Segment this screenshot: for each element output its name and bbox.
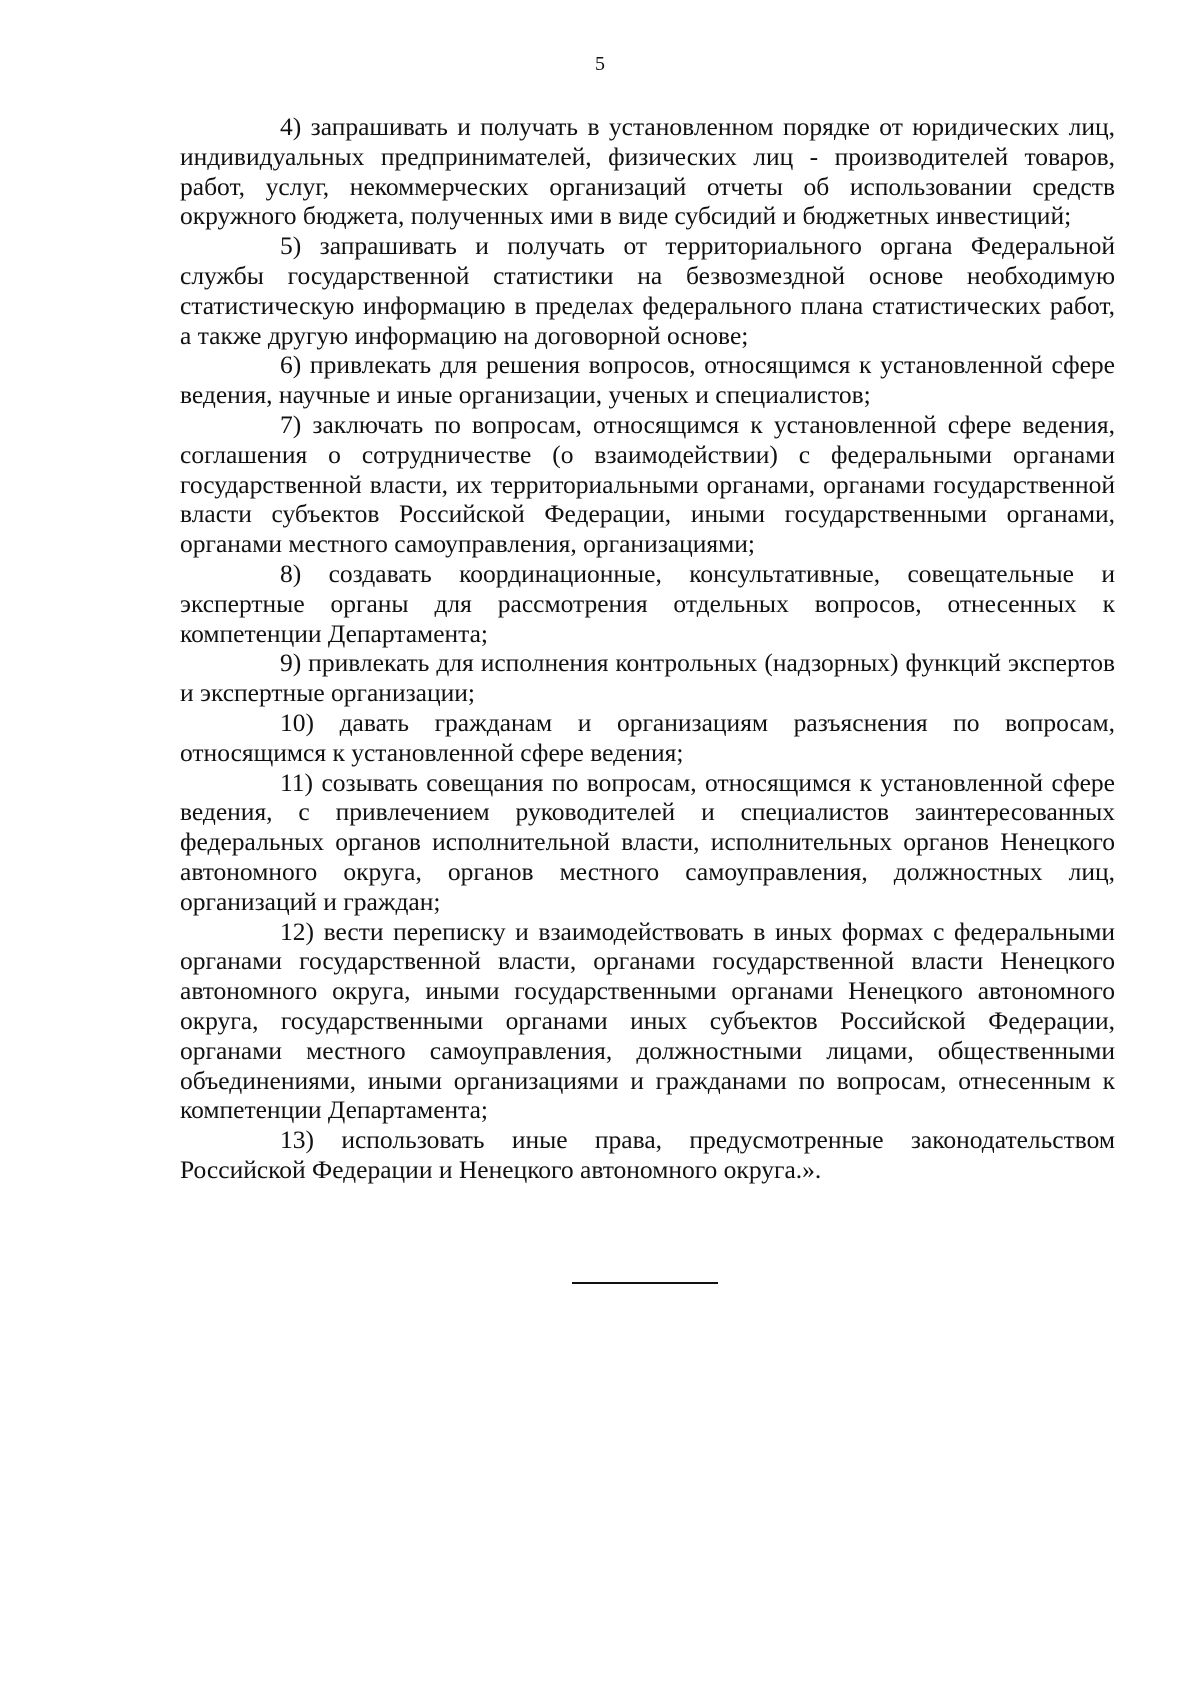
paragraph-item-13: 13) использовать иные права, предусмотренные законодательством Российской Федерации и Ненецкого автономного округа.». <box>180 1125 1115 1184</box>
paragraph-item-7: 7) заключать по вопросам, относящимся к установленной сфере ведения, соглашения о сотрудничестве (о взаимодействии) с федеральными органами государственной власти, их территориальными органами, органами государственной власти субъектов Российской Федерации, иными государственными органами, органами местного самоуправления, организациями; <box>180 409 1115 559</box>
paragraph-item-4: 4) запрашивать и получать в установленном порядке от юридических лиц, индивидуальных предпринимателей, физических лиц - производителей товаров, работ, услуг, некоммерческих организаций отчеты об использовании средств окружного бюджета, полученных ими в виде субсидий и бюджетных инвестиций; <box>180 112 1115 231</box>
paragraph-item-8: 8) создавать координационные, консультативные, совещательные и экспертные органы для рассмотрения отдельных вопросов, отнесенных к компетенции Департамента; <box>180 558 1115 648</box>
paragraph-item-11: 11) созывать совещания по вопросам, относящимся к установленной сфере ведения, с привлечением руководителей и специалистов заинтересованных федеральных органов исполнительной власти, исполнительных органов Ненецкого автономного округа, органов местного самоуправления, должностных лиц, организаций и граждан; <box>180 767 1115 916</box>
paragraph-item-5: 5) запрашивать и получать от территориального органа Федеральной службы государственной статистики на безвозмездной основе необходимую статистическую информацию в пределах федерального плана статистических работ, а также другую информацию на договорной основе; <box>180 231 1115 350</box>
paragraph-item-6: 6) привлекать для решения вопросов, относящимся к установленной сфере ведения, научные и иные организации, ученых и специалистов; <box>180 350 1115 410</box>
paragraph-item-12: 12) вести переписку и взаимодействовать в иных формах с федеральными органами государственной власти, органами государственной власти Ненецкого автономного округа, иными государственными органами Ненецкого автономного округа, государственными органами иных субъектов Российской Федерации, органами местного самоуправления, должностными лицами, общественными объединениями, иными организациями и гражданами по вопросам, отнесенным к компетенции Департамента; <box>180 916 1115 1125</box>
end-divider-line <box>572 1282 718 1284</box>
document-body <box>180 112 1115 1185</box>
page-number: 5 <box>595 53 605 75</box>
paragraph-item-9: 9) привлекать для исполнения контрольных (надзорных) функций экспертов и экспертные организации; <box>180 648 1115 708</box>
paragraph-item-10: 10) давать гражданам и организациям разъяснения по вопросам, относящимся к установленной сфере ведения; <box>180 707 1115 767</box>
